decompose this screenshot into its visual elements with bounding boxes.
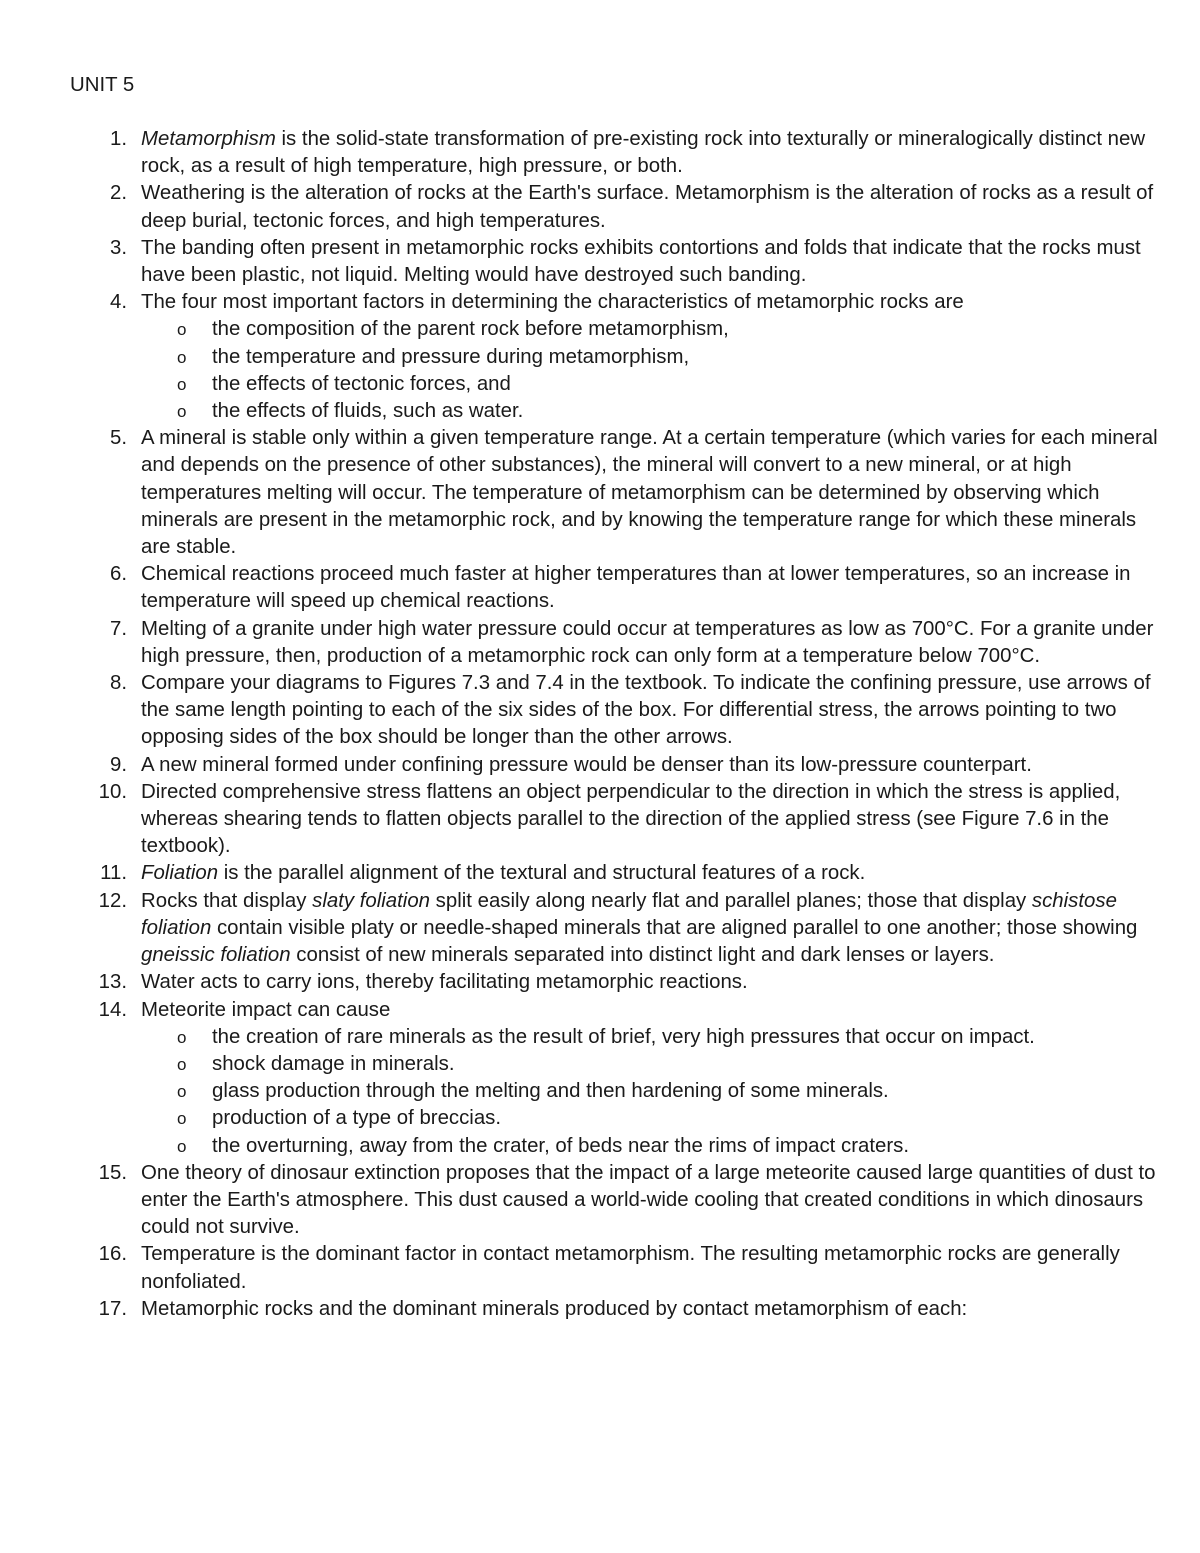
text-run: The four most important factors in determining the characteristics of metamorphic rocks are (141, 291, 964, 314)
sub-item-text: the effects of tectonic forces, and (212, 372, 511, 395)
list-item (70, 126, 1160, 180)
text-run: Temperature is the dominant factor in contact metamorphism. The resulting metamorphic rocks are generally nonfoliated. (141, 1243, 1120, 1293)
item-text (141, 862, 865, 884)
sub-list-item (141, 316, 1160, 343)
item-text (141, 890, 1137, 966)
list-item (70, 616, 1160, 670)
sub-list-item (141, 1105, 1160, 1132)
sub-list (141, 316, 1160, 425)
circle-bullet-icon: o (177, 1136, 187, 1156)
item-text (141, 781, 1120, 857)
emphasized-term: Foliation (141, 862, 219, 885)
list-item (70, 425, 1160, 561)
sub-item-text: production of a type of breccias. (212, 1107, 502, 1130)
text-run: One theory of dinosaur extinction proposes that the impact of a large meteorite caused large quantities of dust to enter the Earth's atmosphere. This dust caused a world-wide cooling that created conditions in which dinosaurs could not survive. (141, 1161, 1156, 1239)
text-run: Water acts to carry ions, thereby facilitating metamorphic reactions. (141, 971, 748, 994)
item-text (141, 1298, 967, 1320)
text-run: Rocks that display (141, 889, 313, 912)
item-number: 12. (98, 889, 127, 912)
sub-item-text: glass production through the melting and then hardening of some minerals. (212, 1080, 889, 1103)
text-run: Compare your diagrams to Figures 7.3 and 7.4 in the textbook. To indicate the confining pressure, use arrows of the same length pointing to each of the six sides of the box. For differential stress, the arrows pointing to two opposing sides of the box should be longer than the other arrows. (141, 672, 1151, 749)
list-item (70, 860, 1160, 887)
list-item (70, 1296, 1160, 1323)
sub-item-text: the effects of fluids, such as water. (212, 400, 524, 423)
circle-bullet-icon: o (177, 402, 187, 422)
text-run: Weathering is the alteration of rocks at the Earth's surface. Metamorphism is the alteration of rocks as a result of deep burial, tectonic forces, and high temperatures. (141, 182, 1154, 232)
circle-bullet-icon: o (177, 347, 187, 367)
text-run: Directed comprehensive stress flattens an object perpendicular to the direction in which the stress is applied, whereas shearing tends to flatten objects parallel to the direction of the applied stress (see Figure 7.6 in the textbook). (141, 780, 1121, 858)
item-text (141, 128, 1145, 177)
emphasized-term: schistose foliation (141, 889, 1117, 939)
text-run: Meteorite impact can cause (141, 998, 391, 1021)
text-run: split easily along nearly flat and parallel planes; those that display (430, 889, 1032, 912)
item-number: 1. (109, 128, 127, 150)
item-number: 10. (98, 780, 127, 803)
page-title: UNIT 5 (70, 74, 135, 96)
text-run: is the parallel alignment of the textural and structural features of a rock. (218, 862, 866, 885)
list-item (70, 289, 1160, 425)
item-number: 2. (109, 182, 127, 205)
sub-list-item (141, 344, 1160, 371)
item-number: 4. (109, 291, 127, 314)
item-text (141, 182, 1153, 231)
list-item (70, 779, 1160, 861)
text-run: A mineral is stable only within a given temperature range. At a certain temperature (which varies for each mineral and depends on the presence of other substances), the mineral will convert to a new mineral, or at high temperatures melting will occur. The temperature of metamorphism can be determined by observing which minerals are present in the metamorphic rock, and by knowing the temperature range for which these minerals are stable. (141, 427, 1158, 559)
list-item (70, 561, 1160, 615)
item-text (141, 1243, 1120, 1292)
item-number: 3. (109, 236, 127, 259)
text-run: A new mineral formed under confining pressure would be denser than its low-pressure counterpart. (141, 753, 1032, 776)
circle-bullet-icon: o (177, 320, 187, 340)
sub-list-item (141, 1133, 1160, 1160)
item-number: 6. (109, 563, 127, 586)
item-number: 9. (109, 753, 127, 776)
list-item (70, 670, 1160, 752)
sub-list-item (141, 1078, 1160, 1105)
item-number: 5. (109, 427, 127, 450)
circle-bullet-icon: o (177, 374, 187, 394)
circle-bullet-icon: o (177, 1054, 187, 1074)
item-text (141, 291, 964, 313)
item-number: 15. (98, 1161, 127, 1184)
list-item (70, 752, 1160, 779)
item-number: 11. (100, 862, 127, 885)
sub-item-text: the temperature and pressure during metamorphism, (212, 345, 690, 368)
text-run: Melting of a granite under high water pressure could occur at temperatures as low as 700°C. For a granite under high pressure, then, production of a metamorphic rock can only form at a temperature below 700°C. (141, 617, 1154, 667)
item-number: 14. (98, 998, 127, 1021)
text-run: Metamorphic rocks and the dominant minerals produced by contact metamorphism of each: (141, 1297, 968, 1320)
text-run: The banding often present in metamorphic rocks exhibits contortions and folds that indicate that the rocks must have been plastic, not liquid. Melting would have destroyed such banding. (141, 236, 1141, 287)
sub-list (141, 1024, 1160, 1160)
item-number: 8. (109, 672, 127, 695)
item-text (141, 618, 1153, 667)
sub-list-item (141, 1024, 1160, 1051)
text-run: Chemical reactions proceed much faster at higher temperatures than at lower temperatures, so an increase in temperature will speed up chemical reactions. (141, 563, 1131, 613)
item-text (141, 672, 1151, 748)
list-item (70, 1241, 1160, 1295)
emphasized-term: slaty foliation (312, 889, 431, 912)
list-item (70, 1160, 1160, 1242)
sub-list-item (141, 1051, 1160, 1078)
item-text (141, 971, 748, 993)
circle-bullet-icon: o (177, 1027, 187, 1047)
answer-list (70, 126, 1160, 1323)
circle-bullet-icon: o (177, 1109, 187, 1129)
item-number: 7. (109, 617, 127, 640)
list-item (70, 969, 1160, 996)
item-text (141, 1162, 1155, 1238)
item-text (141, 754, 1032, 776)
sub-item-text: the overturning, away from the crater, of beds near the rims of impact craters. (212, 1134, 909, 1157)
sub-item-text: shock damage in minerals. (212, 1052, 455, 1075)
item-text (141, 999, 390, 1021)
emphasized-term: Metamorphism (141, 128, 276, 150)
item-number: 17. (98, 1297, 127, 1320)
text-run: contain visible platy or needle-shaped minerals that are aligned parallel to one another; those showing (211, 916, 1138, 939)
text-run: consist of new minerals separated into distinct light and dark lenses or layers. (290, 944, 995, 967)
item-number: 13. (98, 971, 127, 994)
sub-list-item (141, 398, 1160, 425)
item-text (141, 237, 1141, 286)
sub-list-item (141, 371, 1160, 398)
item-number: 16. (98, 1243, 127, 1266)
list-item (70, 888, 1160, 970)
list-item (70, 235, 1160, 289)
list-item (70, 180, 1160, 234)
sub-item-text: the composition of the parent rock before metamorphism, (212, 318, 729, 341)
emphasized-term: gneissic foliation (141, 944, 291, 967)
item-text (141, 563, 1130, 612)
circle-bullet-icon: o (177, 1082, 187, 1102)
item-text (141, 427, 1158, 558)
text-run: is the solid-state transformation of pre-existing rock into texturally or mineralogically distinct new rock, as a result of high temperature, high pressure, or both. (141, 128, 1146, 178)
sub-item-text: the creation of rare minerals as the result of brief, very high pressures that occur on impact. (212, 1025, 1035, 1048)
list-item (70, 997, 1160, 1160)
